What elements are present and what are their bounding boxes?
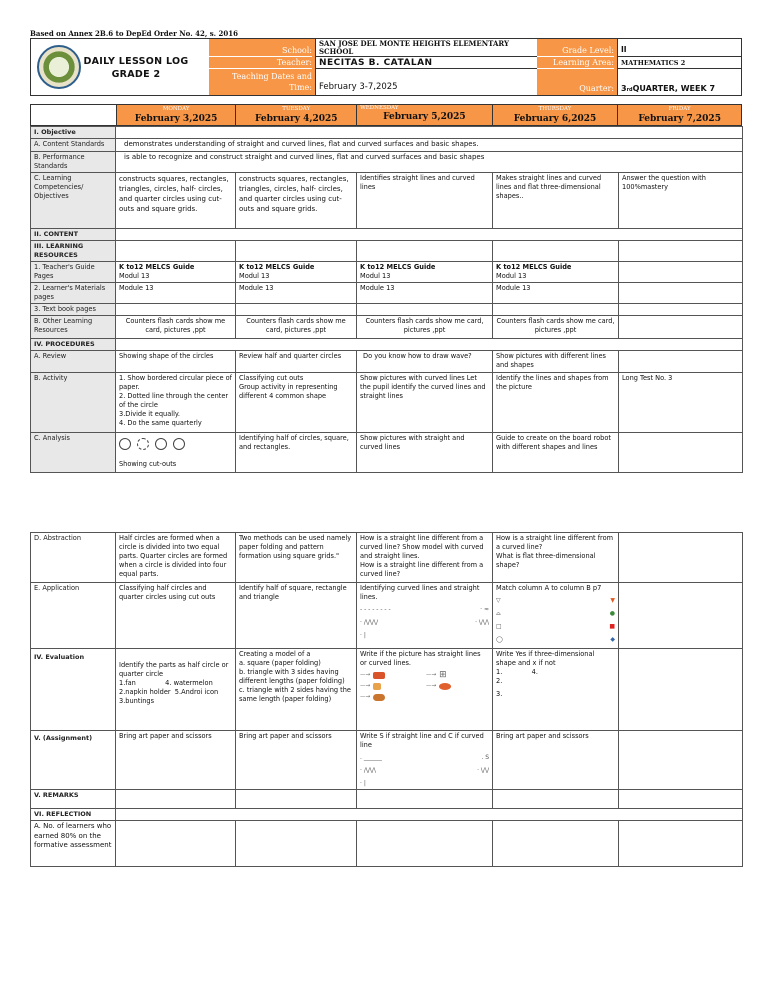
day-friday: FRIDAY February 7,2025 <box>617 105 741 125</box>
grade-level: II <box>617 39 741 57</box>
line-pictures: - - - - - - - - · ≈ · /\/\/\/ · \/\/\ · | <box>360 606 489 639</box>
tg-mon: K to12 MELCS Guide Modul 13 <box>116 262 236 283</box>
day-tuesday: TUESDAY February 4,2025 <box>235 105 356 125</box>
circle-icon <box>119 438 131 450</box>
learning-area: MATHEMATICS 2 <box>617 57 741 69</box>
day-monday: MONDAY February 3,2025 <box>116 105 236 125</box>
log-title: DAILY LESSON LOG GRADE 2 <box>83 56 189 80</box>
assignment-lines: . ______ . S · /\/\/\ · \/\/ · | <box>360 754 489 787</box>
quarter: 3 rd QUARTER, WEEK 7 <box>617 69 741 95</box>
circle-icon <box>173 438 185 450</box>
teacher-name: NECITAS B. CATALAN <box>315 57 537 69</box>
day-wednesday: WEDNESDAY February 5,2025 <box>356 105 492 125</box>
day-header-row <box>30 104 742 126</box>
tg-wed: K to12 MELCS Guide Modul 13 <box>357 262 493 283</box>
row-label-objective: I. Objective <box>31 127 116 139</box>
activity-tue: Classifying cut outs Group activity in representing different 4 common shape <box>236 373 357 433</box>
header-values <box>315 39 537 95</box>
competency-fri: Answer the question with 100%mastery <box>619 173 743 229</box>
competency-wed: Identifies straight lines and curved lines <box>357 173 493 229</box>
competency-tue: constructs squares, rectangles, triangles, circles, half- circles, and quarter circles using cut-outs and square grids. <box>236 173 357 229</box>
school-name: SAN JOSE DEL MONTE HEIGHTS ELEMENTARY SCHOOL <box>315 39 537 57</box>
circle-icon <box>137 438 149 450</box>
header-labels-right: Grade Level: Learning Area: Quarter: <box>537 39 617 95</box>
lesson-table-part-1: I. Objective A. Content Standards demonstrates understanding of straight and curved lines, flat and curved surfaces and basic shapes. B. Performance Standards is able to recognize and construct straight and curved lines, flat and curved surfaces and basic shapes C. Learning Competencies/ Objectives constructs squares, rectangles, triangles, circles, half- circles, and quarter circles using cut-outs and square grids. constructs squares, rectangles, triangles, circles, half- circles, and quarter circles using cut-outs and square grids. Identifies straight lines and curved lines Makes straight lines and curved lines and flat three-dimensional shapes.. Answer the question with 100%mastery II. CONTENT III. LEARNING RESOURCES 1. Teacher's Guide Pages K to12 MELCS Guide Modul 13 K to12 MELCS Guide Modul 13 K to12 MELCS Guide Modul 13 K to12 MELCS Guide Modul 13 2. Learner's Materials pages Module 13 Module 13 Module 13 Module 13 3. Text book pages B. Other Learning Resources Counters flash cards show me card, pictures ,ppt Counters flash cards show me card, pictures ,ppt Counters flash cards show me card, pictures ,ppt Counters flash cards show me card, pictures ,ppt IV. PROCEDURES A. Review Showing shape of the circles Review half and quarter circles Do you know how to draw wave? Show pictures with different lines and shapes B. Activity 1. Show bordered circular piece of paper. 2. Dotted line through the center of the circle 3.Divide it equally. 4. Do the same quarterly Classifying cut outs Group activity in representing different 4 common shape Show pictures with curved lines Let the pupil identify the curved lines and straight lines Identify the lines and shapes from the picture Long Test No. 3 C. Analysis Showing cut-outs Identifying half of circles, square, and rectangles. Show pictures with straight and curved lines Guide to create on the board robot with different shapes and lines <box>30 126 743 473</box>
content-standard: demonstrates understanding of straight and curved lines, flat and curved surfaces and basic shapes. <box>116 139 743 152</box>
circle-cutouts <box>119 438 232 450</box>
performance-standard: is able to recognize and construct straight and curved lines, flat and curved surfaces and basic shapes <box>116 152 743 173</box>
match-pictures: ▽ ▼ ⌓ ● □ ■ ◯ ◆ <box>496 597 615 643</box>
annex-note: Based on Annex 2B.6 to DepEd Order No. 42, s. 2016 <box>30 29 238 38</box>
competency-mon: constructs squares, rectangles, triangles, circles, half- circles, and quarter circles using cut-outs and square grids. <box>116 173 236 229</box>
seal-icon <box>37 45 81 89</box>
row-label-learners80: A. No. of learners who earned 80% on the formative assessment <box>31 821 116 867</box>
activity-mon: 1. Show bordered circular piece of paper. 2. Dotted line through the center of the circle 3.Divide it equally. 4. Do the same quarterly <box>116 373 236 433</box>
header-values-right <box>617 39 741 95</box>
day-thursday: THURSDAY February 6,2025 <box>492 105 618 125</box>
tg-thu: K to12 MELCS Guide Modul 13 <box>493 262 619 283</box>
evaluation-pictures: —→ —→ ⊞ —→ —→ —→ <box>360 671 489 701</box>
analysis-mon: Showing cut-outs <box>116 433 236 473</box>
header-block <box>30 38 742 96</box>
tg-tue: K to12 MELCS Guide Modul 13 <box>236 262 357 283</box>
header-labels: School: Teacher: Teaching Dates and Time: <box>209 39 315 95</box>
teaching-dates: February 3-7,2025 <box>315 69 537 95</box>
circle-icon <box>155 438 167 450</box>
competency-thu: Makes straight lines and curved lines and flat three-dimensional shapes.. <box>493 173 619 229</box>
lesson-table-part-2: D. Abstraction Half circles are formed when a circle is divided into two equal parts. Quarter circles are formed when a circle is divided into four equal parts. Two methods can be used namely paper folding and pattern formation using square grids." How is a straight line different from a curved line? Show model with curved and straight lines. How is a straight line different from a curved line? How is a straight line different from a curved line? What is flat three-dimensional shape? E. Application Classifying half circles and quarter circles using cut outs Identify half of square, rectangle and triangle Identifying curved lines and straight lines. - - - - - - - - · ≈ · /\/\/\/ · \/\/\ · | Match column A to column B p7 ▽ ▼ ⌓ ● □ ■ ◯ ◆ IV. Evaluation Identify the parts as half circle or quarter circle 1.fan 4. watermelon 2.napkin holder 5.Androi icon 3.buntings Creating a model of a a. square (paper folding) b. triangle with 3 sides having different lengths (paper folding) c. triangle with 2 sides having the same length (paper folding) Write if the picture has straight lines or curved lines. —→ —→ ⊞ —→ —→ —→ Write Yes if three-dimensional shape and x if not 1. 4. 2. 3. V. (Assignment) Bring art paper and scissors Bring art paper and scissors Write S if straight line and C if curved line . ______ . S · /\/\/\ · \/\/ · | Bring art paper and scissors V. REMARKS VI. REFLECTION A. No. of learners who earned 80% on the formative assessment <box>30 532 743 867</box>
